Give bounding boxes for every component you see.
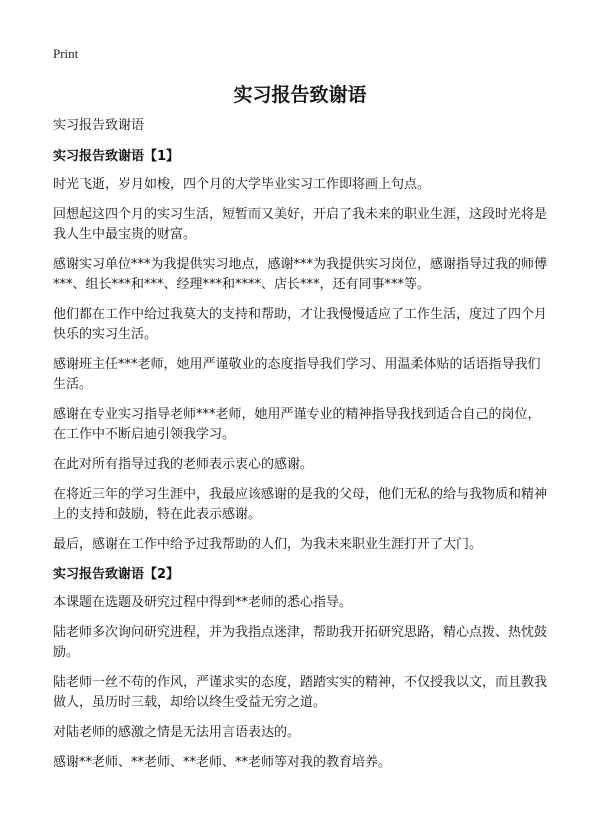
print-link[interactable]: Print bbox=[53, 46, 79, 61]
paragraph: 感谢班主任***老师，她用严谨敬业的态度指导我们学习、用温柔体贴的话语指导我们生活。 bbox=[53, 357, 541, 392]
section-heading: 实习报告致谢语【2】 bbox=[53, 567, 180, 582]
document-body bbox=[53, 116, 553, 783]
paragraph: 在将近三年的学习生涯中，我最应该感谢的是我的父母，他们无私的给与我物质和精神上的支持和鼓励，特在此表示感谢。 bbox=[53, 487, 548, 522]
section-1 bbox=[53, 147, 553, 555]
paragraph: 感谢实习单位***为我提供实习地点，感谢***为我提供实习岗位，感谢指导过我的师傅***、组长***和***、经理***和****、店长***，还有同事***等。 bbox=[53, 257, 548, 292]
paragraph: 对陆老师的感激之情是无法用言语表达的。 bbox=[53, 725, 301, 740]
paragraph: 在此对所有指导过我的老师表示衷心的感谢。 bbox=[53, 457, 314, 472]
paragraph: 感谢**老师、**老师、**老师、**老师等对我的教育培养。 bbox=[53, 755, 392, 770]
paragraph: 感谢在专业实习指导老师***老师，她用严谨专业的精神指导我找到适合自己的岗位，在工作中不断启迪引领我学习。 bbox=[53, 407, 541, 442]
section-heading: 实习报告致谢语【1】 bbox=[53, 149, 180, 164]
paragraph: 本课题在选题及研究过程中得到**老师的悉心指导。 bbox=[53, 595, 353, 610]
paragraph: 时光飞逝，岁月如梭，四个月的大学毕业实习工作即将画上句点。 bbox=[53, 177, 431, 192]
paragraph: 陆老师一丝不苟的作风，严谨求实的态度，踏踏实实的精神，不仅授我以文，而且教我做人，虽历时三载，却给以终生受益无穷之道。 bbox=[53, 675, 548, 710]
paragraph: 陆老师多次询问研究进程，并为我指点迷津，帮助我开拓研究思路，精心点拨、热忱鼓励。 bbox=[53, 625, 548, 660]
paragraph: 回想起这四个月的实习生活，短暂而又美好，开启了我未来的职业生涯，这段时光将是我人生中最宝贵的财富。 bbox=[53, 207, 548, 242]
document-subtitle: 实习报告致谢语 bbox=[53, 118, 145, 133]
page-title: 实习报告致谢语 bbox=[233, 84, 367, 106]
paragraph: 他们都在工作中给过我莫大的支持和帮助，才让我慢慢适应了工作生活，度过了四个月快乐的实习生活。 bbox=[53, 307, 548, 342]
paragraph: 最后，感谢在工作中给予过我帮助的人们，为我未来职业生涯打开了大门。 bbox=[53, 537, 483, 552]
section-2 bbox=[53, 565, 553, 773]
